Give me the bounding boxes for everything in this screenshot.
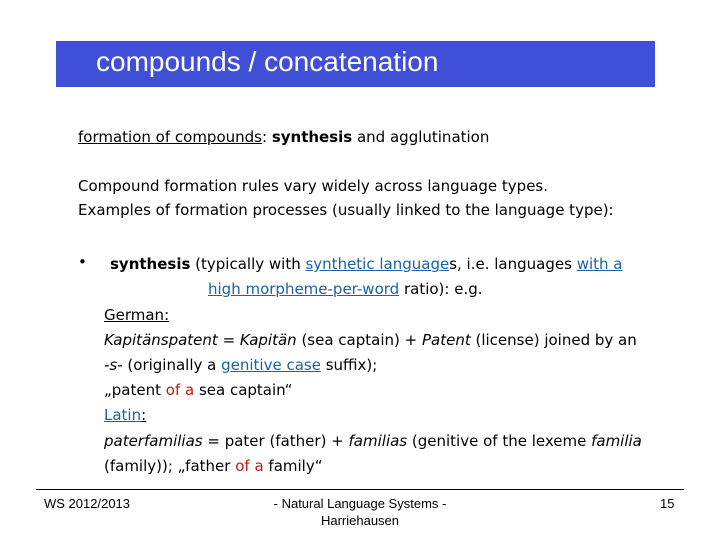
morpheme-per-word-link[interactable]: high morpheme-per-word (208, 280, 400, 298)
bullet-line1 (110, 253, 622, 275)
kapitaen: Kapitän (239, 331, 297, 349)
genitive-case-link[interactable]: genitive case (221, 356, 321, 374)
page-number: 15 (660, 496, 675, 511)
slide-title: compounds / concatenation (96, 46, 439, 77)
intro-synthesis: synthesis (271, 128, 353, 146)
text-span: = (217, 331, 240, 349)
patent: Patent (421, 331, 471, 349)
latin-line1 (104, 430, 642, 452)
of-a-highlight: of a (235, 457, 264, 475)
s-infix: -s- (104, 356, 123, 374)
text-span: (sea captain) + (296, 331, 422, 349)
intro-term: formation of compounds (78, 128, 262, 146)
latin-label-line (104, 404, 146, 426)
german-label: German: (104, 306, 170, 324)
text-span: (typically with (190, 255, 306, 273)
with-a-link[interactable]: with a (576, 255, 623, 273)
footer-course-line1: - Natural Language Systems - (273, 496, 447, 511)
footer-divider (36, 489, 684, 490)
footer-semester: WS 2012/2013 (44, 496, 131, 511)
intro-colon: : (261, 128, 272, 146)
text-span: sea captain“ (194, 381, 293, 399)
text-span: (license) joined by an (470, 331, 637, 349)
german-line3 (104, 379, 292, 401)
text-span: (family)); „father (104, 457, 236, 475)
bullet-line2 (104, 278, 483, 300)
footer-course (250, 495, 470, 529)
para1-line1: Compound formation rules vary widely across language types. (78, 177, 549, 195)
text-span: = pater (father) + (202, 432, 349, 450)
text-span: family“ (263, 457, 323, 475)
footer-course-line2: Harriehausen (320, 513, 400, 528)
text-span: ratio): e.g. (399, 280, 483, 298)
intro-line (78, 126, 489, 148)
familias: familias (348, 432, 408, 450)
kapitaenspatent: Kapitänspatent (104, 331, 218, 349)
german-line1 (104, 329, 637, 351)
synthetic-language-link[interactable]: synthetic language (305, 255, 450, 273)
paterfamilias: paterfamilias (104, 432, 203, 450)
text-span: (originally a (122, 356, 222, 374)
text-span: „patent (104, 381, 166, 399)
latin-link[interactable]: Latin (104, 406, 142, 424)
latin-line2 (104, 455, 322, 477)
of-a-highlight: of a (165, 381, 195, 399)
synthesis-term: synthesis (110, 255, 191, 273)
text-span: s, i.e. languages (449, 255, 577, 273)
intro-rest: and agglutination (352, 128, 490, 146)
text-span: (genitive of the lexeme (407, 432, 592, 450)
para1-line2: Examples of formation processes (usually linked to the language type): (78, 201, 614, 219)
text-span: suffix); (320, 356, 378, 374)
bullet-marker: • (78, 253, 87, 271)
latin-colon: : (141, 406, 147, 424)
german-line2 (104, 354, 377, 376)
familia: familia (591, 432, 642, 450)
